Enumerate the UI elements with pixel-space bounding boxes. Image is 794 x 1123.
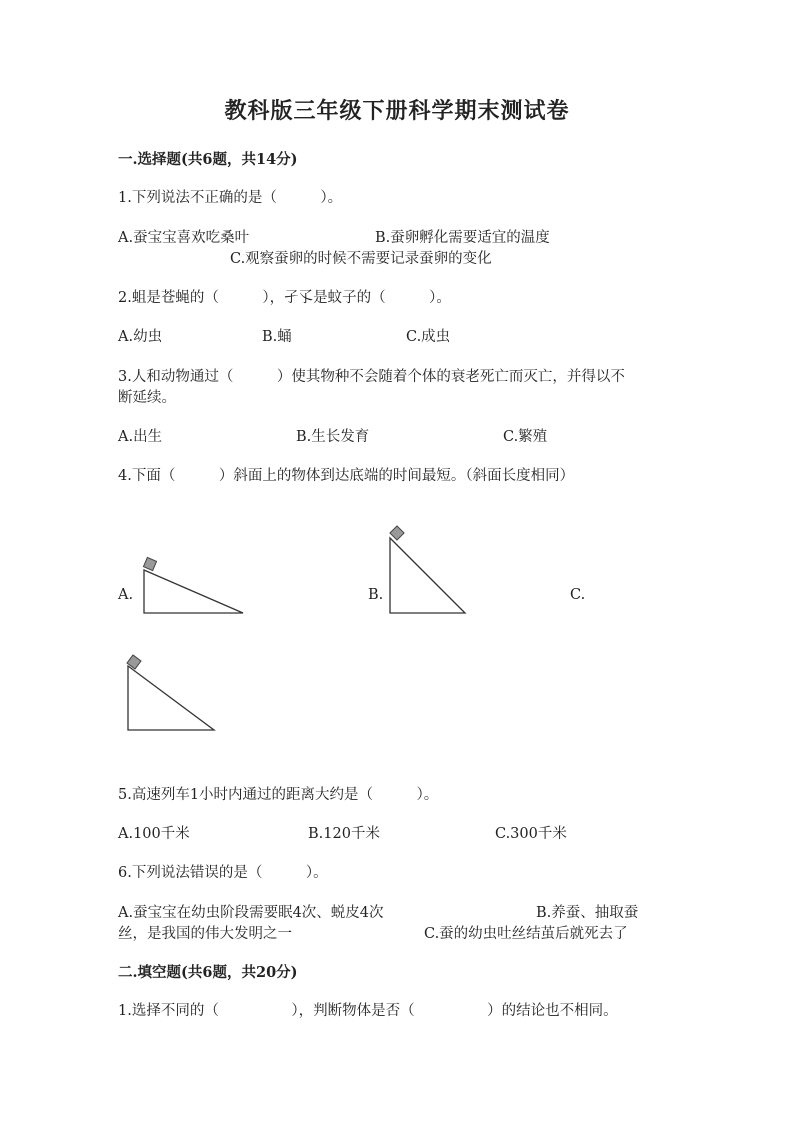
fill-blank-question-1-stem: 1.选择不同的（ ），判断物体是否（ ）的结论也不相同。 — [118, 1003, 618, 1019]
question-3-option-b: B.生长发育 — [296, 429, 370, 445]
section-heading-fill-blank: 二.填空题(共6题，共20分) — [118, 964, 298, 981]
question-2-option-b: B.蛹 — [262, 329, 292, 345]
question-4-option-b-label: B. — [368, 587, 384, 603]
question-6-option-a: A.蚕宝宝在幼虫阶段需要眠4次、蜕皮4次 — [118, 905, 384, 921]
question-1-option-a: A.蚕宝宝喜欢吃桑叶 — [118, 230, 250, 246]
question-6-option-b-line-1: B.养蚕、抽取蚕 — [536, 905, 639, 921]
section-heading-choice: 一.选择题(共6题，共14分) — [118, 151, 298, 168]
question-6-option-c: C.蚕的幼虫吐丝结茧后就死去了 — [424, 926, 628, 942]
question-5-stem: 5.高速列车1小时内通过的距离大约是（ ）。 — [118, 787, 439, 803]
question-2-option-a: A.幼虫 — [118, 329, 163, 345]
question-3-stem-line-2: 断延续。 — [118, 390, 176, 406]
question-5-option-c: C.300千米 — [495, 826, 567, 842]
question-2-stem: 2.蛆是苍蝇的（ ），孑孓是蚊子的（ ）。 — [118, 290, 451, 306]
question-1-option-c: C.观察蚕卵的时候不需要记录蚕卵的变化 — [230, 251, 492, 267]
question-6-option-b-line-2: 丝，是我国的伟大发明之一 — [118, 926, 292, 942]
question-1-option-b: B.蚕卵孵化需要适宜的温度 — [375, 230, 550, 246]
question-3-option-c: C.繁殖 — [503, 429, 548, 445]
question-3-stem-line-1: 3.人和动物通过（ ）使其物种不会随着个体的衰老死亡而灭亡，并得以不 — [118, 369, 625, 385]
question-1-stem: 1.下列说法不正确的是（ ）。 — [118, 190, 343, 206]
incline-diagram-c — [123, 654, 219, 734]
question-3-option-a: A.出生 — [118, 429, 163, 445]
question-5-option-b: B.120千米 — [308, 826, 380, 842]
incline-diagram-b — [385, 524, 469, 618]
page-title: 教科版三年级下册科学期末测试卷 — [224, 98, 570, 124]
incline-diagram-a — [138, 556, 248, 618]
question-2-option-c: C.成虫 — [406, 329, 451, 345]
question-4-option-c-label: C. — [570, 587, 586, 603]
question-5-option-a: A.100千米 — [118, 826, 190, 842]
question-6-stem: 6.下列说法错误的是（ ）。 — [118, 865, 328, 881]
question-4-option-a-label: A. — [118, 587, 134, 603]
question-4-stem: 4.下面（ ）斜面上的物体到达底端的时间最短。（斜面长度相同） — [118, 468, 575, 484]
